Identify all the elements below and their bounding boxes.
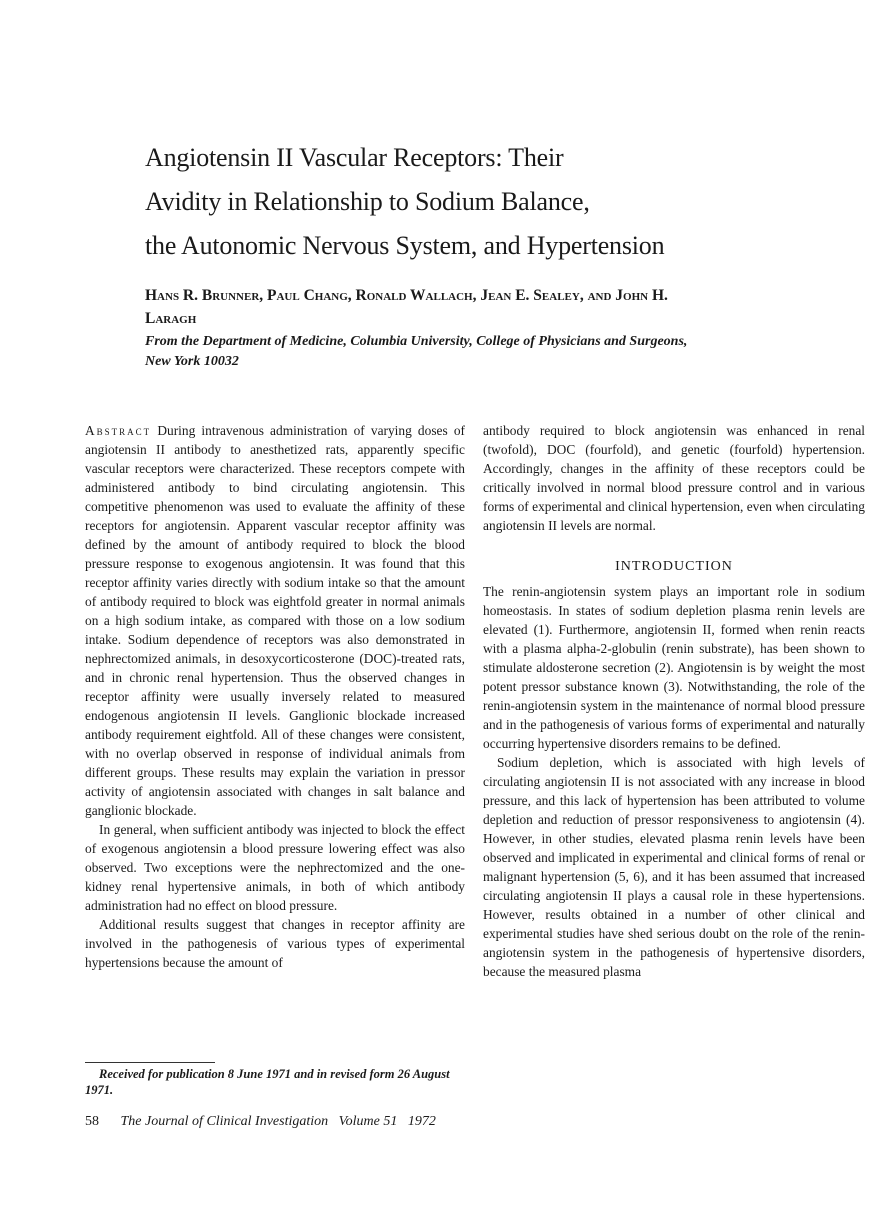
journal-name: The Journal of Clinical Investigation xyxy=(120,1114,329,1129)
abstract-label: Abstract xyxy=(85,423,152,438)
body-paragraph: The renin-angiotensin system plays an important role in sodium homeostasis. In states of sodium depletion plasma renin levels are elevated (1). Furthermore, angiotensin II, formed when renin reacts with a plasma alpha-2-globulin (renin substrate), has been shown to stimulate aldosterone secretion (2). Angiotensin is by weight the most potent pressor substance known (3). Notwithstanding, the role of the renin-angiotensin system in the maintenance of normal blood pressure and in the pathogenesis of various forms of experimental and naturally occurring hypertensive disorders remains to be defined. xyxy=(483,584,865,751)
abstract-paragraph xyxy=(85,421,465,820)
journal-year: 1972 xyxy=(407,1114,436,1129)
abstract-continuation: antibody required to block angiotensin was enhanced in renal (twofold), DOC (fourfold), and genetic (fourfold) hypertension. Accordingly, changes in the affinity of these receptors could be critically involved in normal blood pressure control and in various forms of experimental and clinical hypertension, even when circulating angiotensin II levels are normal. xyxy=(483,423,865,533)
page-footer xyxy=(85,1114,565,1130)
section-heading: INTRODUCTION xyxy=(615,559,733,574)
abstract-paragraph: In general, when sufficient antibody was injected to block the effect of exogenous angiotensin a blood pressure lowering effect was also observed. Two exceptions were the nephrectomized and the one-kidney renal hypertensive animals, in both of which antibody administration had no effect on blood pressure. xyxy=(85,822,465,913)
page-number: 58 xyxy=(85,1114,99,1129)
affiliation: From the Department of Medicine, Columbia University, College of Physicians and Surgeons, New York 10032 xyxy=(145,334,688,369)
right-column xyxy=(483,421,865,981)
title-line: Angiotensin II Vascular Receptors: Their xyxy=(145,143,564,172)
title-line: the Autonomic Nervous System, and Hypertension xyxy=(145,231,665,260)
abstract-paragraph: Additional results suggest that changes in receptor affinity are involved in the pathogenesis of various types of experimental hypertensions because the amount of xyxy=(85,917,465,970)
footnote: Received for publication 8 June 1971 and in revised form 26 August 1971. xyxy=(85,1067,450,1097)
title-line: Avidity in Relationship to Sodium Balance, xyxy=(145,187,590,216)
journal-volume: Volume 51 xyxy=(338,1114,398,1129)
author-list: Hans R. Brunner, Paul Chang, Ronald Wallach, Jean E. Sealey, and John H. Laragh xyxy=(145,287,668,327)
left-column xyxy=(85,421,465,972)
abstract-text: During intravenous administration of varying doses of angiotensin II antibody to anesthetized rats, apparently specific vascular receptors were characterized. These receptors compete with administered antibody to bind circulating angiotensin. This competitive phenomenon was used to evaluate the affinity of these receptors for angiotensin. Apparent vascular receptor affinity was defined by the amount of antibody required to block the blood pressure response to exogenous angiotensin. It was found that this receptor affinity varies directly with sodium intake so that the amount of antibody required to block was eightfold greater in normal animals on a high sodium intake, as compared with those on a low sodium intake. Sodium dependence of receptors was also demonstrated in nephrectomized animals, in desoxycorticosterone (DOC)-treated rats, and in chronic renal hypertension. Thus the observed changes in receptor affinity were usually inversely related to measured endogenous angiotensin II levels. Ganglionic blockade increased antibody requirement eightfold. All of these changes were consistent, with no overlap observed in response of individual animals from different groups. These results may explain the variation in pressor activity of angiotensin associated with changes in salt balance and ganglionic blockade. xyxy=(85,423,465,818)
footnote-divider xyxy=(85,1062,215,1063)
article-title xyxy=(145,136,785,268)
body-paragraph: Sodium depletion, which is associated with high levels of circulating angiotensin II is not associated with any increase in blood pressure, and this lack of hypertension has been attributed to volume depletion and reduction of pressor responsiveness to angiotensin (4). However, in other studies, elevated plasma renin levels have been observed and implicated in experimental and clinical forms of renal or malignant hypertension (5, 6), and it has been assumed that increased circulating angiotensin II plays a causal role in these hypertensions. However, results obtained in a number of other clinical and experimental studies have shed serious doubt on the role of the renin-angiotensin system in the pathogenesis of hypertensive disorders, because the measured plasma xyxy=(483,755,865,979)
